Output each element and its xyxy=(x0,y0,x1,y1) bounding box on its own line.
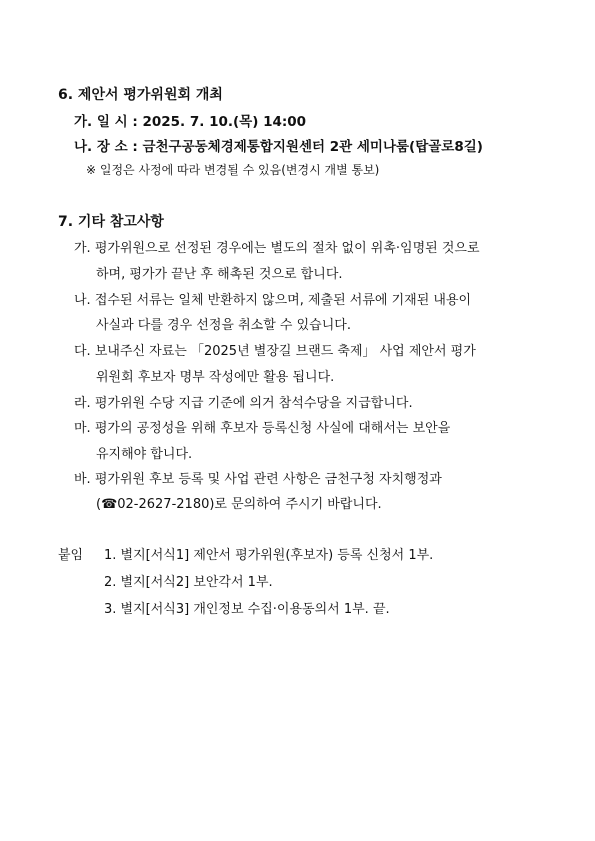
attachments-label: 붙임 xyxy=(58,548,84,563)
reference-line: 하며, 평가가 끝난 후 해촉된 것으로 합니다. xyxy=(96,267,343,282)
meeting-place: 나. 장 소 : 금천구공동체경제통합지원센터 2관 세미나룸(탑골로8길) xyxy=(74,139,483,155)
attachment-item: 1. 별지[서식1] 제안서 평가위원(후보자) 등록 신청서 1부. xyxy=(104,548,434,563)
attachment-item: 2. 별지[서식2] 보안각서 1부. xyxy=(104,575,273,590)
reference-line: 마. 평가의 공정성을 위해 후보자 등록신청 사실에 대해서는 보안을 xyxy=(74,421,451,436)
reference-line: 유지해야 합니다. xyxy=(96,447,193,462)
reference-line: 나. 접수된 서류는 일체 반환하지 않으며, 제출된 서류에 기재된 내용이 xyxy=(74,293,472,308)
meeting-date: 가. 일 시 : 2025. 7. 10.(목) 14:00 xyxy=(74,114,307,130)
section-7-heading: 7. 기타 참고사항 xyxy=(58,214,164,230)
section-6-heading: 6. 제안서 평가위원회 개최 xyxy=(58,87,223,103)
reference-line: 위원회 후보자 명부 작성에만 활용 됩니다. xyxy=(96,370,335,385)
reference-line: 사실과 다를 경우 선정을 취소할 수 있습니다. xyxy=(96,318,351,333)
reference-line: (☎02-2627-2180)로 문의하여 주시기 바랍니다. xyxy=(96,497,382,512)
reference-line: 바. 평가위원 후보 등록 및 사업 관련 사항은 금천구청 자치행정과 xyxy=(74,472,442,487)
reference-line: 다. 보내주신 자료는 「2025년 별장길 브랜드 축제」 사업 제안서 평가 xyxy=(74,344,476,359)
schedule-note: ※ 일정은 사정에 따라 변경될 수 있음(변경시 개별 통보) xyxy=(86,163,380,177)
reference-line: 가. 평가위원으로 선정된 경우에는 별도의 절차 없이 위촉·임명된 것으로 xyxy=(74,241,480,256)
attachment-item: 3. 별지[서식3] 개인정보 수집·이용동의서 1부. 끝. xyxy=(104,602,390,617)
reference-line: 라. 평가위원 수당 지급 기준에 의거 참석수당을 지급합니다. xyxy=(74,396,413,411)
